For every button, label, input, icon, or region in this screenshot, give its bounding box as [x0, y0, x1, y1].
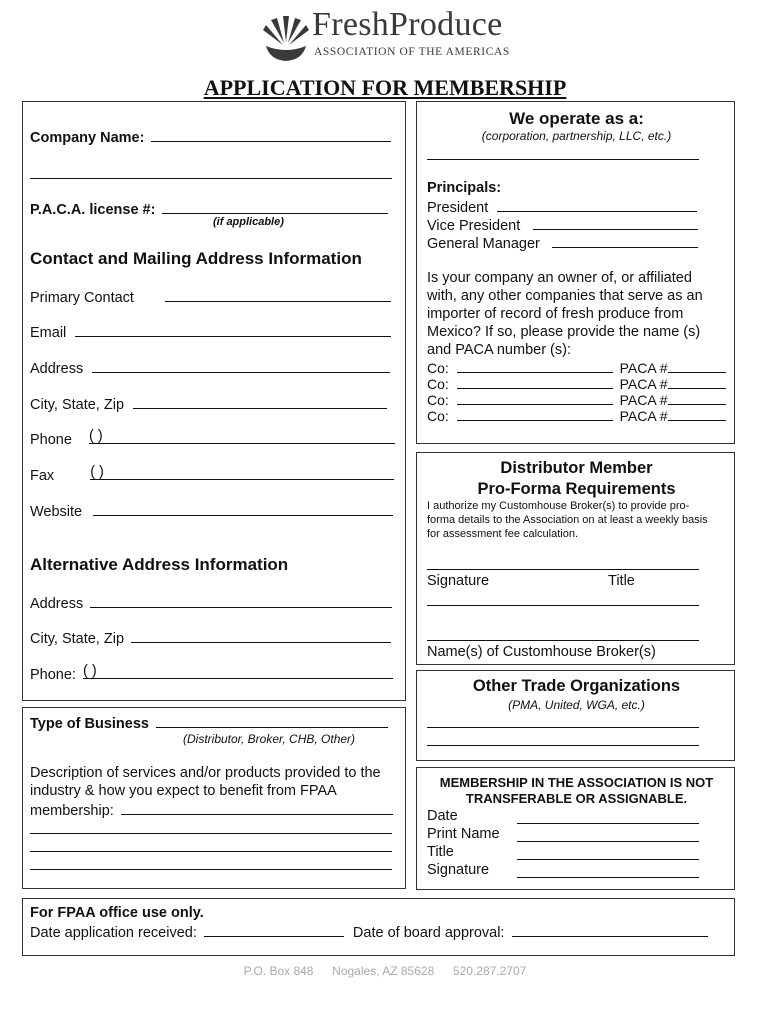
paca-note: (if applicable) [213, 216, 284, 228]
footer-po-box: P.O. Box 848 [243, 964, 314, 978]
alt-phone-row [30, 665, 393, 683]
description-line-3: membership: [30, 803, 114, 819]
alt-address-heading: Alternative Address Information [30, 555, 289, 574]
broker-name-field-1[interactable] [427, 605, 699, 606]
vice-president-label: Vice President [427, 218, 521, 234]
phone-row [30, 430, 395, 448]
office-use-heading: For FPAA office use only. [30, 905, 204, 921]
email-label: Email [30, 325, 67, 341]
city-state-zip-row [30, 395, 387, 413]
co-label: Co: [427, 392, 449, 408]
paca-row [30, 200, 388, 218]
distributor-signature-field[interactable] [427, 569, 699, 570]
print-name-label: Print Name [427, 826, 500, 842]
distributor-heading-1: Distributor Member [500, 459, 653, 477]
office-use-box [22, 898, 735, 956]
trade-orgs-box [416, 670, 735, 761]
footer-phone: 520.287.2707 [452, 964, 527, 978]
company-name-label: Company Name: [30, 130, 145, 146]
primary-contact-field[interactable] [165, 288, 391, 302]
principals-label: Principals: [427, 180, 502, 196]
trade-org-field-2[interactable] [427, 745, 699, 746]
print-name-field[interactable] [517, 841, 699, 842]
website-field[interactable] [93, 502, 393, 516]
vice-president-field[interactable] [533, 216, 698, 230]
paca-hash-label: PACA # [619, 392, 668, 408]
membership-title-label: Title [427, 844, 454, 860]
description-line-2: industry & how you expect to benefit from FPAA [30, 783, 337, 799]
company-name-field[interactable] [151, 128, 391, 142]
membership-notice-1: MEMBERSHIP IN THE ASSOCIATION IS NOT [439, 775, 714, 790]
operate-box [416, 101, 735, 444]
affiliation-question-3: importer of record of fresh produce from [427, 306, 684, 322]
business-type-row [30, 714, 388, 732]
board-approval-field[interactable] [512, 923, 708, 937]
logo [262, 6, 522, 64]
date-label: Date [427, 808, 458, 824]
affiliate-row-1 [427, 359, 726, 376]
paca-hash-label: PACA # [619, 408, 668, 424]
alt-city-row [30, 629, 391, 647]
description-field[interactable] [121, 801, 393, 815]
president-field[interactable] [497, 198, 697, 212]
phone-area-code: ( ) [88, 428, 103, 444]
paca-hash-label: PACA # [619, 360, 668, 376]
broker-name-field-2[interactable] [427, 640, 699, 641]
membership-title-field[interactable] [517, 859, 699, 860]
affiliate-company-field[interactable] [457, 375, 613, 389]
vice-president-row [427, 216, 698, 234]
authorization-line-1: I authorize my Customhouse Broker(s) to provide pro- [427, 500, 690, 512]
affiliation-question-2: with, any other companies that serve as an [427, 288, 703, 304]
membership-signature-field[interactable] [517, 877, 699, 878]
alt-phone-label: Phone: [30, 667, 76, 683]
alt-address-row [30, 594, 392, 612]
phone-label: Phone [30, 432, 72, 448]
co-label: Co: [427, 376, 449, 392]
alt-city-field[interactable] [131, 629, 391, 643]
phone-field[interactable] [89, 430, 395, 444]
co-label: Co: [427, 408, 449, 424]
date-received-field[interactable] [204, 923, 344, 937]
membership-notice-2: TRANSFERABLE OR ASSIGNABLE. [465, 791, 688, 806]
contact-heading: Contact and Mailing Address Information [30, 249, 362, 268]
affiliation-question-1: Is your company an owner of, or affiliated [427, 270, 692, 286]
website-label: Website [30, 504, 83, 520]
board-approval-label: Date of board approval: [352, 925, 505, 941]
affiliate-company-field[interactable] [457, 407, 613, 421]
alt-address-label: Address [30, 596, 84, 612]
affiliate-paca-field[interactable] [668, 359, 726, 373]
affiliate-paca-field[interactable] [668, 391, 726, 405]
general-manager-label: General Manager [427, 236, 540, 252]
paca-label: P.A.C.A. license #: [30, 202, 156, 218]
address-label: Address [30, 361, 84, 377]
trade-orgs-note: (PMA, United, WGA, etc.) [508, 698, 645, 712]
affiliation-question-4: Mexico? If so, please provide the name (s) [427, 324, 701, 340]
produce-leaf-icon [262, 12, 310, 62]
city-state-zip-label: City, State, Zip [30, 397, 125, 413]
affiliate-paca-field[interactable] [668, 407, 726, 421]
logo-name: FreshProduce [312, 6, 503, 43]
fax-area-code: ( ) [90, 464, 104, 480]
business-type-label: Type of Business [30, 716, 149, 732]
co-label: Co: [427, 360, 449, 376]
date-received-label: Date application received: [30, 925, 197, 941]
membership-signature-label: Signature [427, 862, 490, 878]
president-label: President [427, 200, 489, 216]
alt-address-field[interactable] [90, 594, 392, 608]
city-state-zip-field[interactable] [133, 395, 387, 409]
business-type-note: (Distributor, Broker, CHB, Other) [183, 732, 356, 746]
authorization-line-3: for assessment fee calculation. [427, 528, 579, 540]
affiliation-question-5: and PACA number (s): [427, 342, 571, 358]
distributor-box [416, 452, 735, 665]
logo-subtitle: ASSOCIATION OF THE AMERICAS [314, 46, 510, 58]
email-field[interactable] [75, 323, 391, 337]
form-title: APPLICATION FOR MEMBERSHIP [203, 75, 567, 100]
primary-contact-label: Primary Contact [30, 290, 134, 306]
title-label: Title [608, 573, 635, 589]
email-row [30, 323, 391, 341]
signature-label: Signature [427, 573, 490, 589]
general-manager-field[interactable] [552, 234, 698, 248]
broker-names-label: Name(s) of Customhouse Broker(s) [427, 644, 656, 660]
description-row [30, 801, 393, 819]
authorization-line-2: forma details to the Association on at least a weekly basis [427, 514, 708, 526]
affiliate-row-3 [427, 391, 726, 408]
affiliate-row-2 [427, 375, 726, 392]
paca-hash-label: PACA # [619, 376, 668, 392]
footer-city: Nogales, AZ 85628 [332, 964, 435, 978]
distributor-heading-2: Pro-Forma Requirements [477, 480, 676, 498]
affiliate-company-field[interactable] [457, 391, 613, 405]
company-info-box [22, 101, 406, 701]
trade-org-field-1[interactable] [427, 727, 699, 728]
fax-field[interactable] [90, 466, 394, 480]
business-box [22, 707, 406, 889]
website-row [30, 502, 393, 520]
paca-license-field[interactable] [162, 200, 388, 214]
affiliate-row-4 [427, 407, 726, 424]
president-row [427, 198, 697, 216]
footer [0, 964, 770, 978]
general-manager-row [427, 234, 698, 252]
address-field[interactable] [92, 359, 390, 373]
fax-label: Fax [30, 468, 55, 484]
trade-orgs-heading: Other Trade Organizations [472, 677, 681, 695]
membership-date-field[interactable] [517, 823, 699, 824]
company-name-field-2[interactable] [30, 178, 392, 179]
fax-row [30, 466, 394, 484]
business-type-field[interactable] [156, 714, 388, 728]
primary-contact-row [30, 288, 391, 306]
entity-type-field[interactable] [427, 159, 699, 160]
operate-note: (corporation, partnership, LLC, etc.) [481, 129, 672, 143]
alt-phone-field[interactable] [83, 665, 393, 679]
description-field-2[interactable] [30, 833, 392, 834]
description-field-4[interactable] [30, 869, 392, 870]
description-line-1: Description of services and/or products provided to the [30, 765, 381, 781]
operate-heading: We operate as a: [509, 109, 644, 128]
membership-box [416, 767, 735, 890]
affiliate-company-field[interactable] [457, 359, 613, 373]
company-name-row [30, 128, 391, 146]
description-field-3[interactable] [30, 851, 392, 852]
alt-city-label: City, State, Zip [30, 631, 125, 647]
office-dates-row [30, 923, 708, 941]
alt-phone-area-code: ( ) [83, 663, 97, 679]
affiliate-paca-field[interactable] [668, 375, 726, 389]
address-row [30, 359, 390, 377]
